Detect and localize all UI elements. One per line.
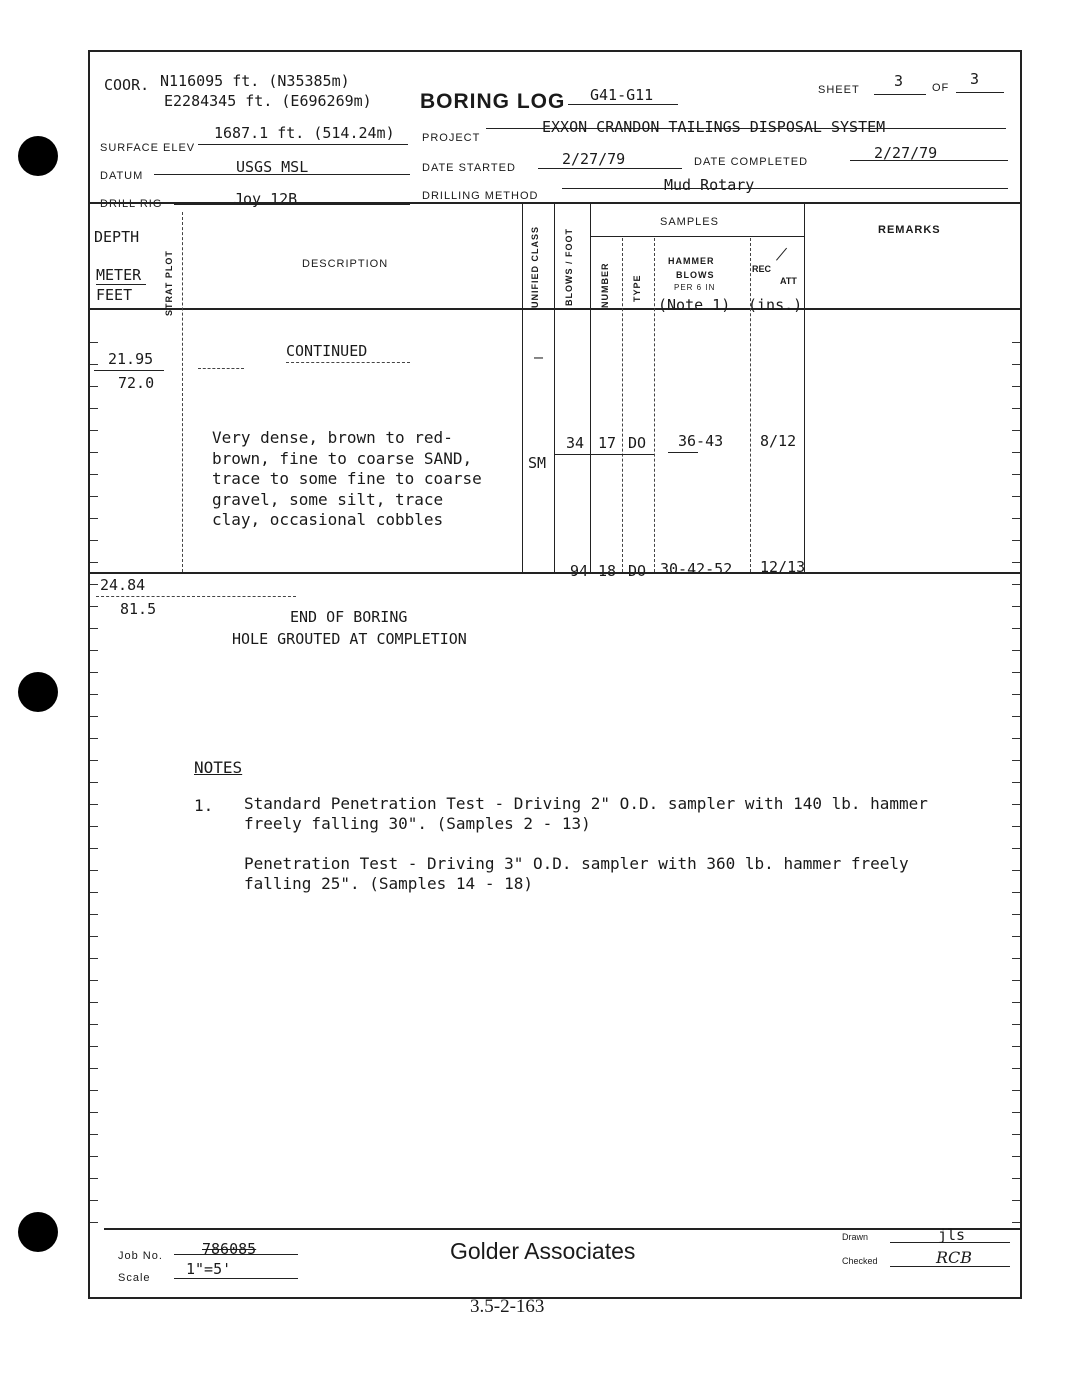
sample-2-number: 18: [598, 562, 617, 580]
desc-line-3: trace to some fine to coarse: [212, 469, 482, 488]
binder-hole-bottom: [18, 1212, 58, 1252]
datum: USGS MSL: [236, 158, 309, 176]
surface-elev: 1687.1 ft. (514.24m): [214, 124, 395, 142]
meter-header: METER: [96, 266, 142, 284]
sample-1-blows: 34: [566, 434, 585, 452]
depth-scale-right: [1010, 342, 1020, 1222]
samples-header: SAMPLES: [660, 216, 719, 228]
hole-grouted: HOLE GROUTED AT COMPLETION: [232, 630, 467, 648]
depth-bottom-feet: 81.5: [120, 600, 157, 618]
att-header: ATT: [780, 276, 797, 286]
unified-class: SM: [528, 454, 547, 472]
drilling-method-label: DRILLING METHOD: [422, 190, 539, 202]
sample-1-number: 17: [598, 434, 617, 452]
sample-2-hammer: 30-42-52: [660, 560, 733, 578]
strat-plot-header: STRAT PLOT: [164, 250, 174, 316]
type-header: TYPE: [632, 274, 642, 302]
checked-label: Checked: [842, 1256, 878, 1266]
desc-line-1: Very dense, brown to red-: [212, 428, 453, 447]
rec-unit: (ins.): [748, 296, 803, 314]
sample-2-blows: 94: [570, 562, 589, 580]
sample-1-hammer: 36-43: [678, 432, 724, 450]
depth-header: DEPTH: [94, 228, 140, 246]
coor-north: N116095 ft. (N35385m): [160, 72, 350, 90]
feet-header: FEET: [96, 286, 133, 304]
note-number: 1.: [194, 796, 214, 815]
hammer-note: (Note 1): [658, 296, 731, 314]
sheet-total: 3: [970, 70, 980, 88]
depth-top-feet: 72.0: [118, 374, 155, 392]
depth-bottom-meter: 24.84: [100, 576, 146, 594]
hammer-header-2: BLOWS: [676, 270, 715, 280]
company-name: Golder Associates: [450, 1238, 636, 1264]
checked-by: RCB: [936, 1248, 973, 1267]
desc-line-5: clay, occasional cobbles: [212, 510, 444, 529]
continued-label: CONTINUED: [286, 342, 368, 360]
sheet-number: 3: [894, 72, 904, 90]
rec-header: REC: [752, 264, 772, 274]
unified-class-header: UNIFIED CLASS: [530, 225, 540, 308]
drawn-by: jls: [938, 1226, 966, 1244]
hammer-header-3: PER 6 IN: [674, 283, 716, 292]
end-of-boring: END OF BORING: [290, 608, 408, 626]
drawn-label: Drawn: [842, 1232, 869, 1242]
boring-id: G41-G11: [590, 86, 654, 104]
boring-log-sheet: [88, 50, 1022, 1299]
date-started-label: DATE STARTED: [422, 162, 516, 174]
remarks-header: REMARKS: [878, 224, 941, 236]
note-2-line-1: Penetration Test - Driving 3" O.D. sampler with 360 lb. hammer freely: [244, 854, 909, 873]
drilling-method: Mud Rotary: [664, 176, 755, 194]
date-completed: 2/27/79: [874, 144, 938, 162]
datum-label: DATUM: [100, 170, 144, 182]
project: EXXON CRANDON TAILINGS DISPOSAL SYSTEM: [542, 118, 886, 136]
job-no: 786085: [202, 1240, 257, 1258]
note-1-line-2: freely falling 30". (Samples 2 - 13): [244, 814, 591, 833]
sample-1-type: DO: [628, 434, 647, 452]
depth-scale-left: [90, 342, 100, 1222]
note-1-line-1: Standard Penetration Test - Driving 2" O.D. sampler with 140 lb. hammer: [244, 794, 928, 813]
of-label: OF: [932, 82, 950, 94]
sheet-label: SHEET: [818, 84, 860, 96]
notes-heading: NOTES: [194, 758, 243, 777]
number-header: NUMBER: [600, 262, 610, 308]
soil-description: [212, 428, 482, 531]
desc-line-4: gravel, some silt, trace: [212, 489, 444, 509]
coor-east: E2284345 ft. (E696269m): [164, 92, 372, 110]
scale: 1"=5': [186, 1260, 232, 1278]
surface-elev-label: SURFACE ELEV: [100, 142, 196, 154]
sample-2-recovery: 12/13: [760, 558, 806, 576]
date-completed-label: DATE COMPLETED: [694, 156, 809, 168]
description-header: DESCRIPTION: [302, 258, 389, 270]
sample-2-type: DO: [628, 562, 647, 580]
binder-hole-middle: [18, 672, 58, 712]
date-started: 2/27/79: [562, 150, 626, 168]
hammer-header-1: HAMMER: [668, 256, 715, 266]
note-2-line-2: falling 25". (Samples 14 - 18): [244, 874, 533, 893]
project-label: PROJECT: [422, 132, 481, 144]
drill-rig-label: DRILL RIG: [100, 198, 163, 210]
blows-foot-header: BLOWS / FOOT: [564, 228, 574, 306]
desc-line-2: brown, fine to coarse SAND,: [212, 448, 473, 468]
coor-label: COOR.: [104, 76, 150, 94]
drill-rig: Joy 12B: [234, 190, 298, 208]
page-number: 3.5-2-163: [470, 1296, 545, 1317]
page-title: BORING LOG: [420, 90, 566, 113]
job-no-label: Job No.: [118, 1250, 163, 1262]
class-dash: –: [534, 348, 544, 366]
sample-1-recovery: 8/12: [760, 432, 797, 450]
binder-hole-top: [18, 136, 58, 176]
scale-label: Scale: [118, 1272, 151, 1284]
depth-top-meter: 21.95: [108, 350, 154, 368]
